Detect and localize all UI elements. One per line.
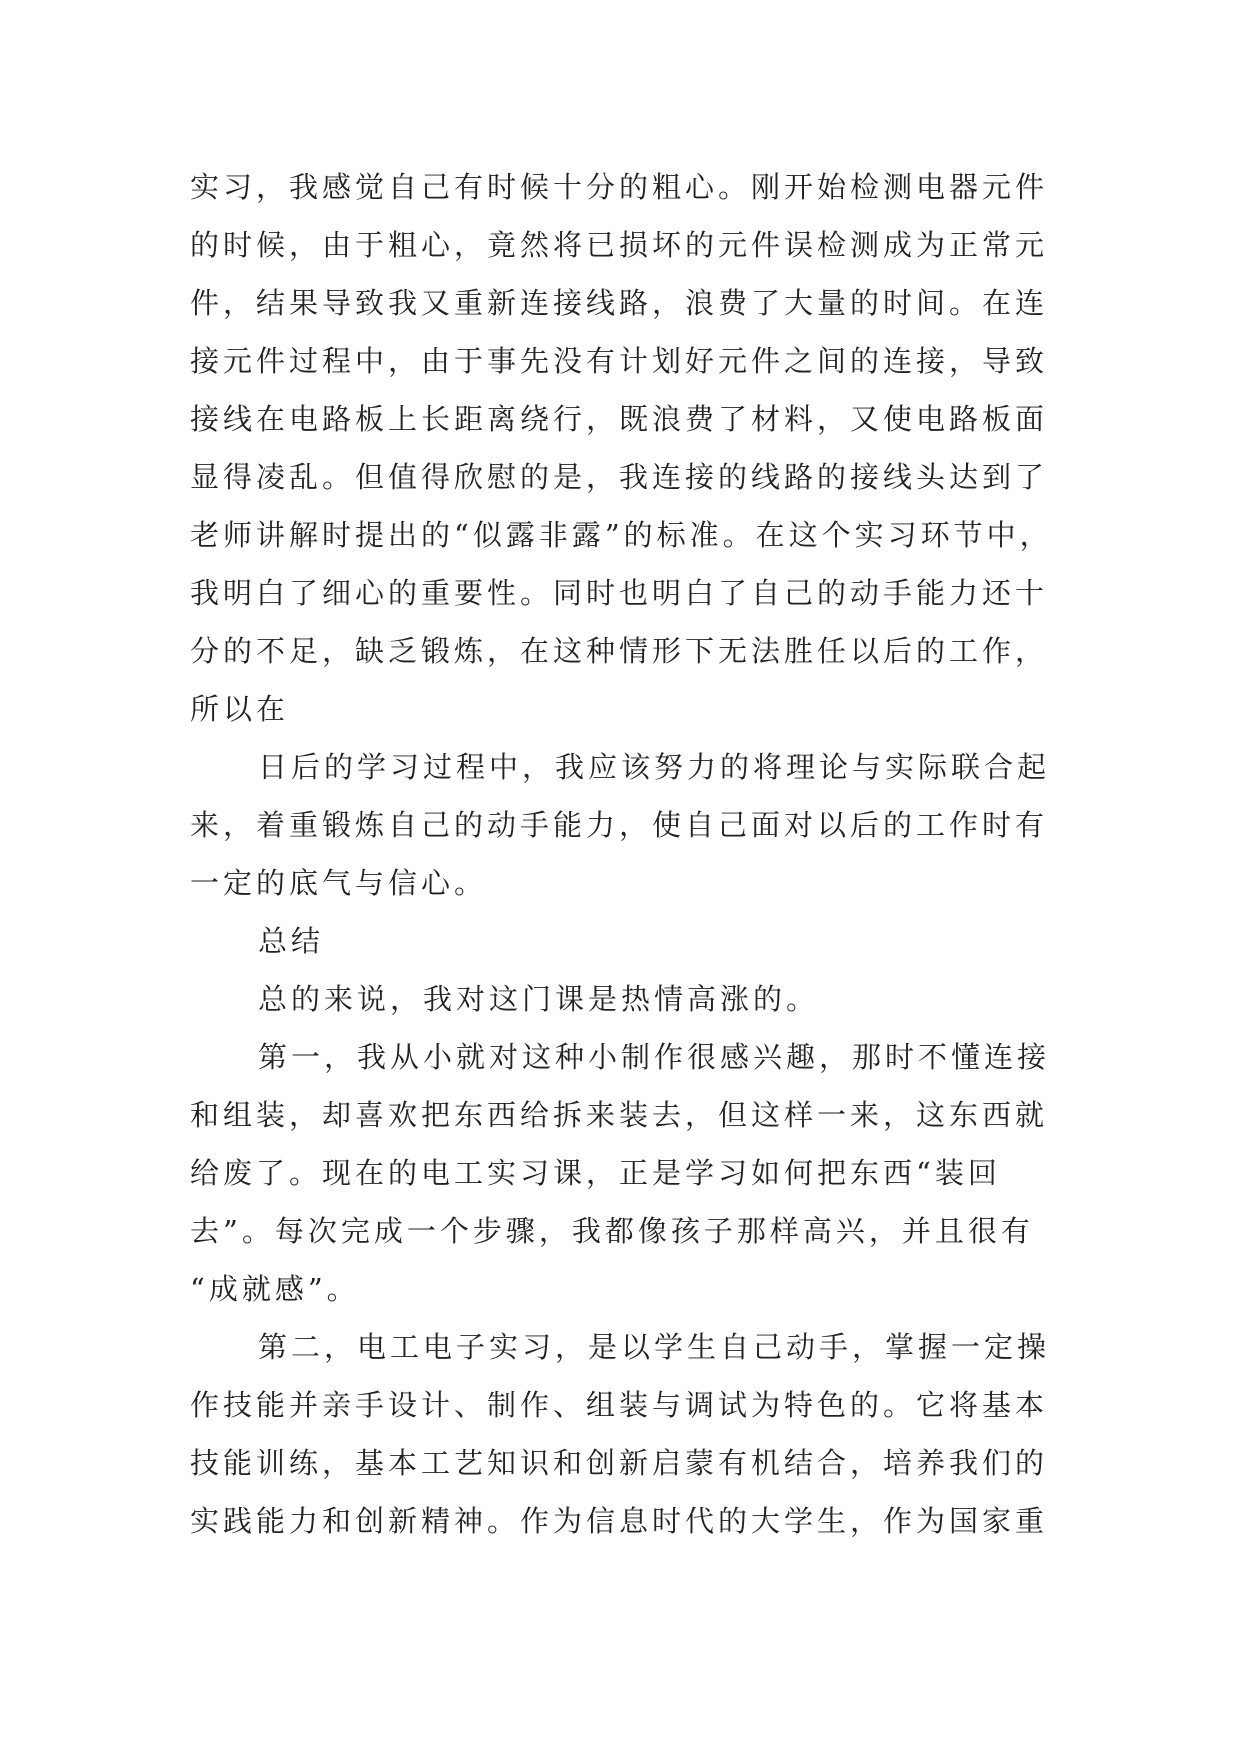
text-line: 显得凌乱。但值得欣慰的是，我连接的线路的接线头达到了: [190, 460, 1049, 494]
text-line: 日后的学习过程中，我应该努力的将理论与实际联合起: [258, 750, 1051, 784]
text-line: 所以在: [190, 692, 290, 726]
text-line: 分的不足，缺乏锻炼，在这种情形下无法胜任以后的工作，: [190, 634, 1049, 668]
text-line: 我明白了细心的重要性。同时也明白了自己的动手能力还十: [190, 576, 1049, 610]
text-line: 和组装，却喜欢把东西给拆来装去，但这样一来，这东西就: [190, 1098, 1049, 1132]
text-line: 实践能力和创新精神。作为信息时代的大学生，作为国家重: [190, 1504, 1049, 1538]
text-line: “成就感”。: [190, 1272, 360, 1306]
text-line: 第二，电工电子实习，是以学生自己动手，掌握一定操: [258, 1330, 1051, 1364]
text-line: 来，着重锻炼自己的动手能力，使自己面对以后的工作时有: [190, 808, 1049, 842]
text-line: 一定的底气与信心。: [190, 866, 488, 900]
text-line: 老师讲解时提出的“似露非露”的标准。在这个实习环节中，: [190, 518, 1053, 552]
text-line: 总的来说，我对这门课是热情高涨的。: [258, 982, 820, 1016]
text-line: 第一，我从小就对这种小制作很感兴趣，那时不懂连接: [258, 1040, 1051, 1074]
section-heading: 总结: [258, 924, 325, 958]
text-line: 给废了。现在的电工实习课，正是学习如何把东西“装回: [190, 1156, 1001, 1190]
text-line: 作技能并亲手设计、制作、组装与调试为特色的。它将基本: [190, 1388, 1049, 1422]
text-line: 的时候，由于粗心，竟然将已损坏的元件误检测成为正常元: [190, 228, 1049, 262]
body-text: [190, 158, 1060, 1550]
text-line: 接元件过程中，由于事先没有计划好元件之间的连接，导致: [190, 344, 1049, 378]
text-line: 去”。每次完成一个步骤，我都像孩子那样高兴，并且很有: [190, 1214, 1034, 1248]
text-line: 件，结果导致我又重新连接线路，浪费了大量的时间。在连: [190, 286, 1049, 320]
text-line: 实习，我感觉自己有时候十分的粗心。刚开始检测电器元件: [190, 170, 1049, 204]
text-line: 技能训练，基本工艺知识和创新启蒙有机结合，培养我们的: [190, 1446, 1049, 1480]
text-line: 接线在电路板上长距离绕行，既浪费了材料，又使电路板面: [190, 402, 1049, 436]
